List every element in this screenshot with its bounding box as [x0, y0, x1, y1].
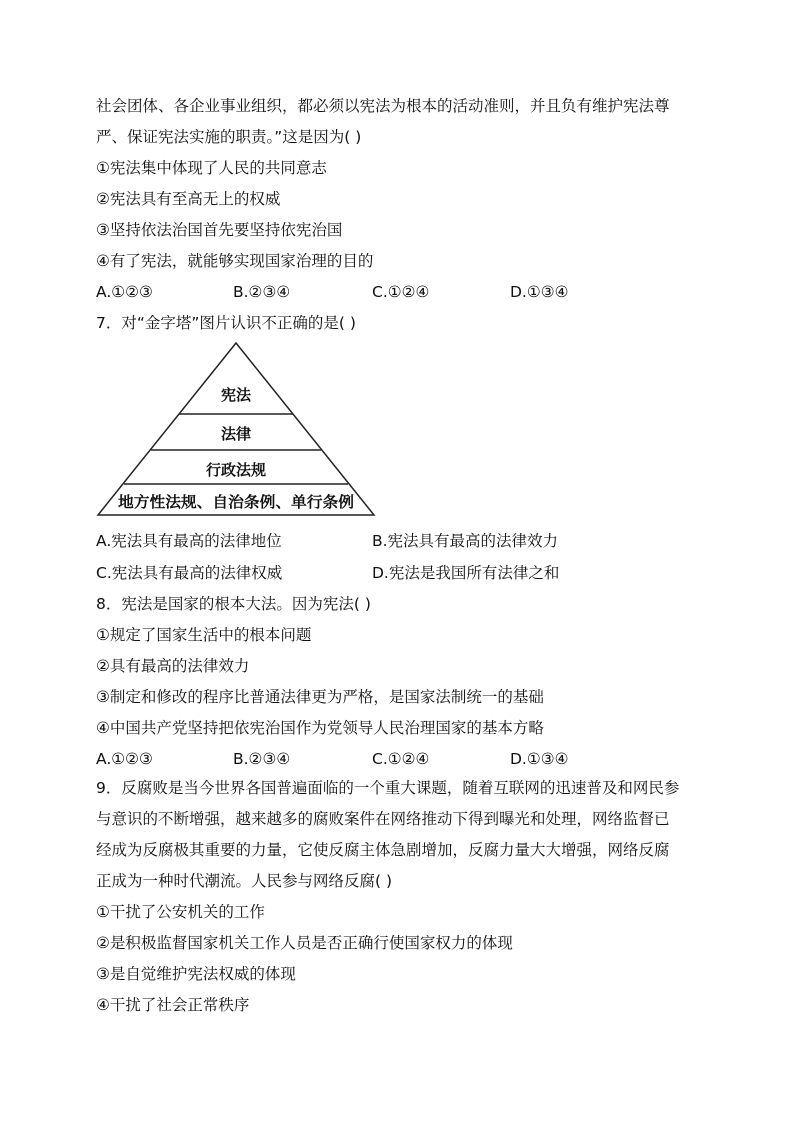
- q8-item-4: ④中国共产党坚持把依宪治国作为党领导人民治理国家的基本方略: [96, 719, 544, 737]
- pyramid-level-admin-regulations: 行政法规: [205, 461, 267, 479]
- pyramid-level-constitution: 宪法: [220, 386, 252, 404]
- q8-item-1: ①规定了国家生活中的根本问题: [96, 626, 312, 644]
- pyramid-level-local-regulations: 地方性法规、自治条例、单行条例: [118, 493, 354, 511]
- q7-option-c: C.宪法具有最高的法律权威: [96, 564, 283, 582]
- q6-item-1: ①宪法集中体现了人民的共同意志: [96, 159, 327, 177]
- q9-item-2: ②是积极监督国家机关工作人员是否正确行使国家权力的体现: [96, 934, 513, 952]
- q9-stem-line-1: 9．反腐败是当今世界各国普遍面临的一个重大课题，随着互联网的迅速普及和网民参: [96, 779, 680, 797]
- q6-option-b: B.②③④: [233, 283, 291, 301]
- q8-option-a: A.①②③: [96, 750, 153, 768]
- q7-option-b: B.宪法具有最高的法律效力: [372, 532, 559, 550]
- q9-stem-line-3: 经成为反腐极其重要的力量，它使反腐主体急剧增加，反腐力量大大增强，网络反腐: [96, 841, 670, 859]
- q6-option-a: A.①②③: [96, 283, 153, 301]
- q8-item-3: ③制定和修改的程序比普通法律更为严格，是国家法制统一的基础: [96, 688, 544, 706]
- q7-stem: 7．对“金字塔”图片认识不正确的是( ): [96, 314, 356, 332]
- law-pyramid-diagram: [96, 340, 376, 520]
- q8-option-d: D.①③④: [510, 750, 569, 768]
- q9-item-4: ④干扰了社会正常秩序: [96, 996, 250, 1014]
- q6-option-d: D.①③④: [510, 283, 569, 301]
- q6-item-2: ②宪法具有至高无上的权威: [96, 190, 281, 208]
- q6-option-c: C.①②④: [372, 283, 430, 301]
- q6-stem-line-1: 社会团体、各企业事业组织，都必须以宪法为根本的活动准则，并且负有维护宪法尊: [96, 97, 670, 115]
- q9-item-3: ③是自觉维护宪法权威的体现: [96, 965, 296, 983]
- q8-item-2: ②具有最高的法律效力: [96, 657, 250, 675]
- q7-option-a: A.宪法具有最高的法律地位: [96, 532, 282, 550]
- q8-option-b: B.②③④: [233, 750, 291, 768]
- pyramid-level-law: 法律: [220, 425, 252, 443]
- q6-item-3: ③坚持依法治国首先要坚持依宪治国: [96, 221, 343, 239]
- q7-option-d: D.宪法是我国所有法律之和: [372, 564, 560, 582]
- q8-option-c: C.①②④: [372, 750, 430, 768]
- q9-item-1: ①干扰了公安机关的工作: [96, 903, 265, 921]
- q9-stem-line-2: 与意识的不断增强，越来越多的腐败案件在网络推动下得到曝光和处理，网络监督已: [96, 810, 670, 828]
- q6-stem-line-2: 严、保证宪法实施的职责。”这是因为( ): [96, 128, 362, 146]
- q6-item-4: ④有了宪法，就能够实现国家治理的目的: [96, 252, 374, 270]
- q8-stem: 8．宪法是国家的根本大法。因为宪法( ): [96, 595, 371, 613]
- q9-stem-line-4: 正成为一种时代潮流。人民参与网络反腐( ): [96, 872, 393, 890]
